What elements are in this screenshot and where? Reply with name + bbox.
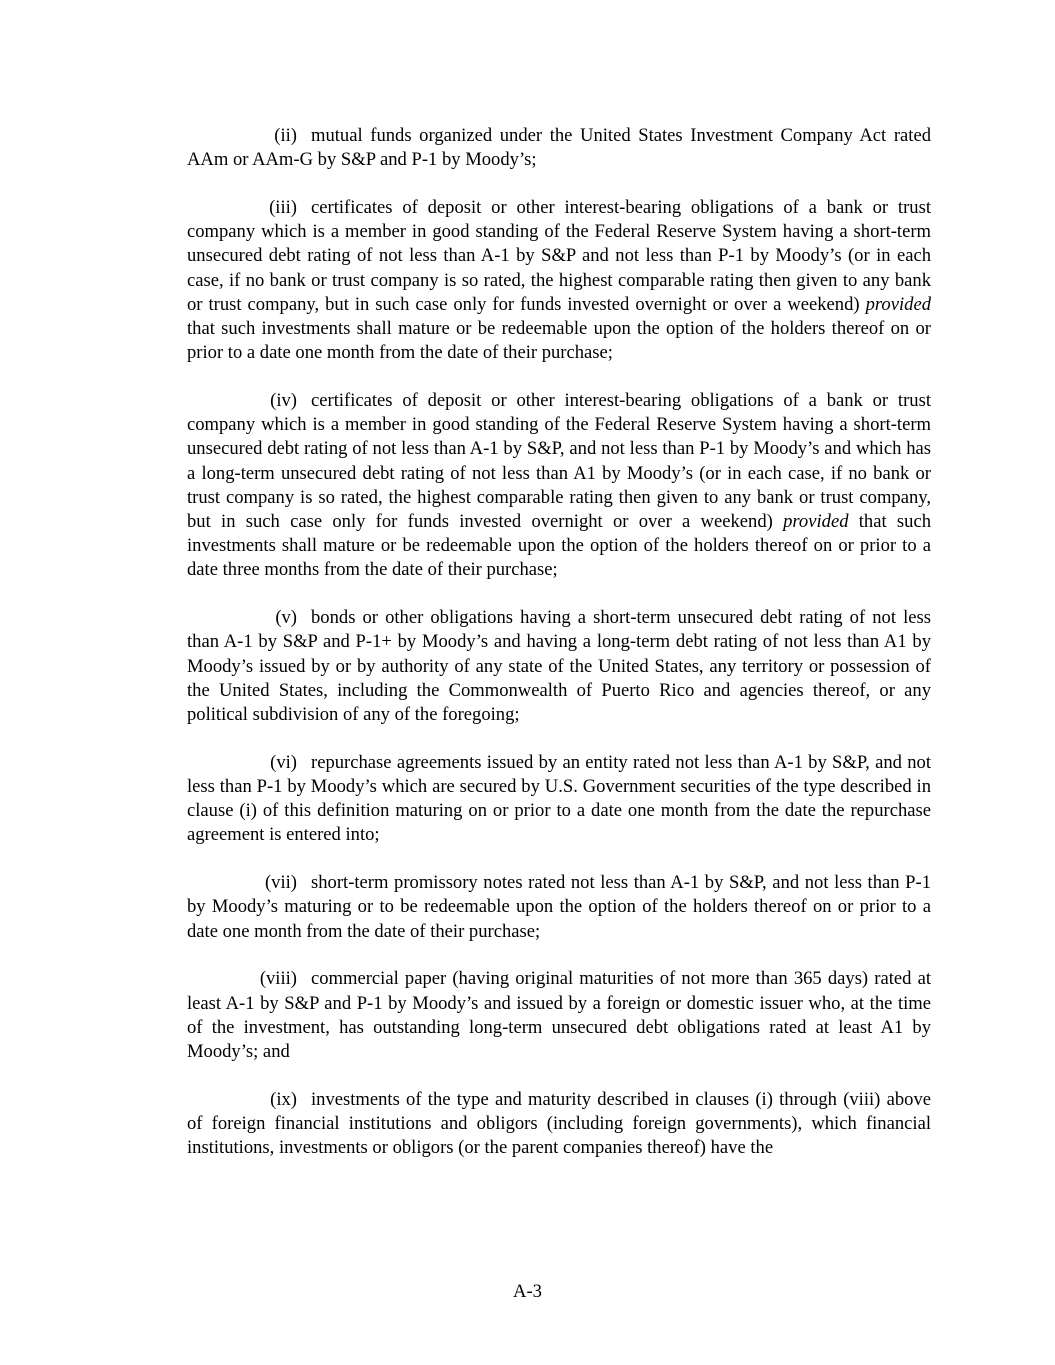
clause-emphasis: provided: [783, 511, 849, 533]
clause-text: that such investments shall mature or be redeemable upon the option of the holders thereof on or prior to a date three months from the date of their purchase;: [187, 511, 931, 581]
clause-text: certificates of deposit or other interest-bearing obligations of a bank or trust company which is a member in good standing of the Federal Reserve System having a short-term unsecured debt rating of not less than A-1 by S&P, and not less than P-1 by Moody’s and which has a long-term unsecured debt rating of not less than A1 by Moody’s (or in each case, if no bank or trust company is so rated, the highest comparable rating then given to any bank or trust company, but in such case only for funds invested overnight or over a weekend): [187, 390, 931, 533]
clause-text: that such investments shall mature or be redeemable upon the option of the holders thereof on or prior to a date one month from the date of their purchase;: [187, 318, 931, 364]
clause-number: (ix): [270, 1088, 297, 1110]
clause-number: (iii): [269, 197, 297, 218]
clause-vii: [187, 871, 931, 944]
clause-vi: [187, 751, 931, 848]
clause-number: (v): [275, 607, 297, 629]
clause-text: short-term promissory notes rated not less than A-1 by S&P, and not less than P-1 by Moody’s maturing or to be redeemable upon the option of the holders thereof on or prior to a date one month from the date of their purchase;: [187, 872, 931, 942]
clause-v: [187, 606, 931, 727]
clause-text: bonds or other obligations having a short-term unsecured debt rating of not less than A-1 by S&P and P-1+ by Moody’s and having a long-term debt rating of not less than A1 by Moody’s issued by or by authority of any state of the United States, any territory or possession of the United States, including the Commonwealth of Puerto Rico and agencies thereof, or any political subdivision of any of the foregoing;: [187, 607, 931, 726]
clause-viii: [187, 967, 931, 1064]
clause-ix: [187, 1088, 931, 1161]
clause-number: (viii): [259, 968, 297, 990]
clause-iv: [187, 389, 931, 583]
clause-text: certificates of deposit or other interest-bearing obligations of a bank or trust company which is a member in good standing of the Federal Reserve System having a short-term unsecured debt rating of not less than A-1 by S&P and not less than P-1 by Moody’s (or in each case, if no bank or trust company is so rated, the highest comparable rating then given to any bank or trust company, but in such case only for funds invested overnight or over a weekend): [187, 197, 931, 315]
clause-text: mutual funds organized under the United States Investment Company Act rated AAm or AAm-G by S&P and P-1 by Moody’s;: [187, 125, 931, 171]
clause-text: commercial paper (having original maturities of not more than 365 days) rated at least A-1 by S&P and P-1 by Moody’s and issued by a foreign or domestic issuer who, at the time of the investment, has outstanding long-term unsecured debt obligations rated at least A1 by Moody’s; and: [187, 968, 931, 1063]
clause-emphasis: provided: [865, 293, 931, 315]
clause-ii: [187, 124, 931, 172]
clause-number: (vii): [264, 872, 297, 894]
clause-number: (ii): [274, 125, 297, 146]
clause-text: repurchase agreements issued by an entity rated not less than A-1 by S&P, and not less than P-1 by Moody’s which are secured by U.S. Government securities of the type described in clause (i) of this definition maturing on or prior to a date one month from the date the repurchase agreement is entered into;: [187, 751, 931, 846]
clause-iii: [187, 196, 931, 365]
page-number: A-3: [513, 1281, 542, 1302]
clause-text: investments of the type and maturity described in clauses (i) through (viii) above of foreign financial institutions and obligors (including foreign governments), which financial institutions, investments or obligors (or the parent companies thereof) have the: [187, 1088, 931, 1159]
clause-number: (vi): [270, 751, 297, 773]
document-body: [187, 124, 931, 1184]
clause-number: (iv): [270, 390, 297, 412]
